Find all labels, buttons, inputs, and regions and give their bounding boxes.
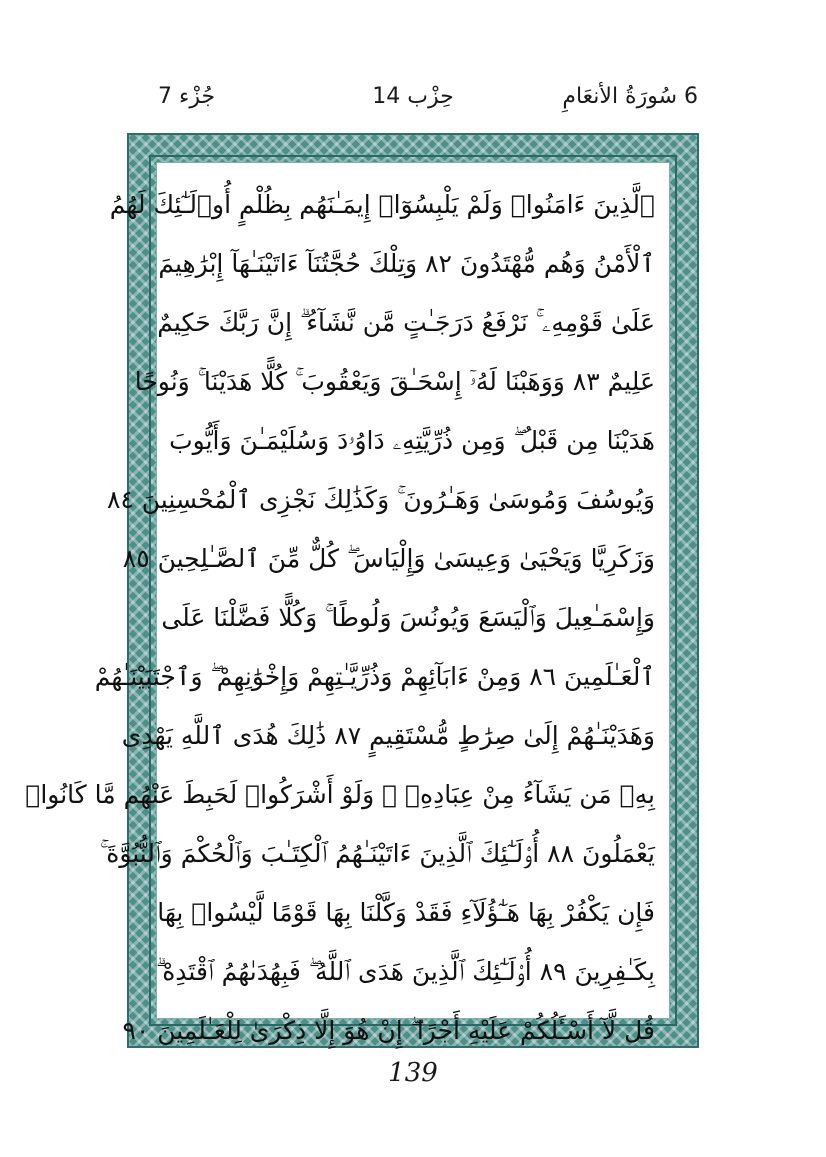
quran-text-panel (25, 162, 670, 1045)
ornamental-frame (25, 133, 699, 1048)
text-line: عَلِيمٌ ٨٣ وَوَهَبْنَا لَهُۥٓ إِسْحَـٰقَ وَيَعْقُوبَ ۚ كُلًّا هَدَيْنَا ۚ وَنُوحًا (134, 367, 655, 396)
text-line: عَلَىٰ قَوْمِهِۦ ۚ نَرْفَعُ دَرَجَـٰتٍ مَّن نَّشَآءُ ۗ إِنَّ رَبَّكَ حَكِيمٌ (157, 308, 655, 337)
page-number: 139 (388, 1058, 438, 1088)
text-line: وَيُوسُفَ وَمُوسَىٰ وَهَـٰرُونَ ۚ وَكَذَٰلِكَ نَجْزِى ٱلْمُحْسِنِينَ ٨٤ (106, 485, 655, 514)
text-line: قُل لَّآ أَسْـَٔلُكُمْ عَلَيْهِ أَجْرًا ۖ إِنْ هُوَ إِلَّا ذِكْرَىٰ لِلْعَـٰلَمِينَ ٩٠ (122, 1016, 655, 1045)
text-line: وَزَكَرِيَّا وَيَحْيَىٰ وَعِيسَىٰ وَإِلْيَاسَ ۖ كُلٌّ مِّنَ ٱلصَّـٰلِحِينَ ٨٥ (122, 544, 655, 573)
text-line: وَإِسْمَـٰعِيلَ وَٱلْيَسَعَ وَيُونُسَ وَلُوطًا ۚ وَكُلًّا فَضَّلْنَا عَلَى (161, 603, 655, 632)
text-line: هَدَيْنَا مِن قَبْلُ ۖ وَمِن ذُرِّيَّتِهِۦ دَاوُۥدَ وَسُلَيْمَـٰنَ وَأَيُّوبَ (169, 426, 655, 455)
page-header (128, 84, 698, 124)
hizb-label: حِزْب 14 (372, 84, 454, 109)
text-line: وَهَدَيْنَـٰهُمْ إِلَىٰ صِرَٰطٍ مُّسْتَقِيمٍ ٨٧ ذَٰلِكَ هُدَى ٱللَّهِ يَهْدِى (121, 721, 655, 750)
text-line: ٱلْأَمْنُ وَهُم مُّهْتَدُونَ ٨٢ وَتِلْكَ حُجَّتُنَآ ءَاتَيْنَـٰهَآ إِبْرَٰهِيمَ (158, 249, 655, 278)
text-line: بِهِۦ مَن يَشَآءُ مِنْ عِبَادِهِۦ ۚ وَلَوْ أَشْرَكُوا۟ لَحَبِطَ عَنْهُم مَّا كَانُوا۟ (25, 780, 655, 809)
text-line: ٱلَّذِينَ ءَامَنُوا۟ وَلَمْ يَلْبِسُوٓا۟ إِيمَـٰنَهُم بِظُلْمٍ أُو۟لَـٰٓئِكَ لَهُمُ (109, 190, 655, 219)
text-line: فَإِن يَكْفُرْ بِهَا هَـٰٓؤُلَآءِ فَقَدْ وَكَّلْنَا بِهَا قَوْمًا لَّيْسُوا۟ بِهَا (157, 898, 655, 927)
text-line: يَعْمَلُونَ ٨٨ أُو۟لَـٰٓئِكَ ٱلَّذِينَ ءَاتَيْنَـٰهُمُ ٱلْكِتَـٰبَ وَٱلْحُكْمَ وَٱلنُّبُوَّةَ ۚ (99, 839, 655, 868)
text-line: بِكَـٰفِرِينَ ٨٩ أُو۟لَـٰٓئِكَ ٱلَّذِينَ هَدَى ٱللَّهُ ۖ فَبِهُدَىٰهُمُ ٱقْتَدِهْ ۗ (155, 957, 655, 986)
text-line: ٱلْعَـٰلَمِينَ ٨٦ وَمِنْ ءَابَآئِهِمْ وَذُرِّيَّـٰتِهِمْ وَإِخْوَٰنِهِمْ ۖ وَٱجْتَبَيْنَـٰهُمْ (94, 662, 655, 691)
juz-label: جُزْء 7 (158, 84, 216, 109)
surah-title: 6 سُورَةُ الأنعَامِ (562, 84, 698, 109)
